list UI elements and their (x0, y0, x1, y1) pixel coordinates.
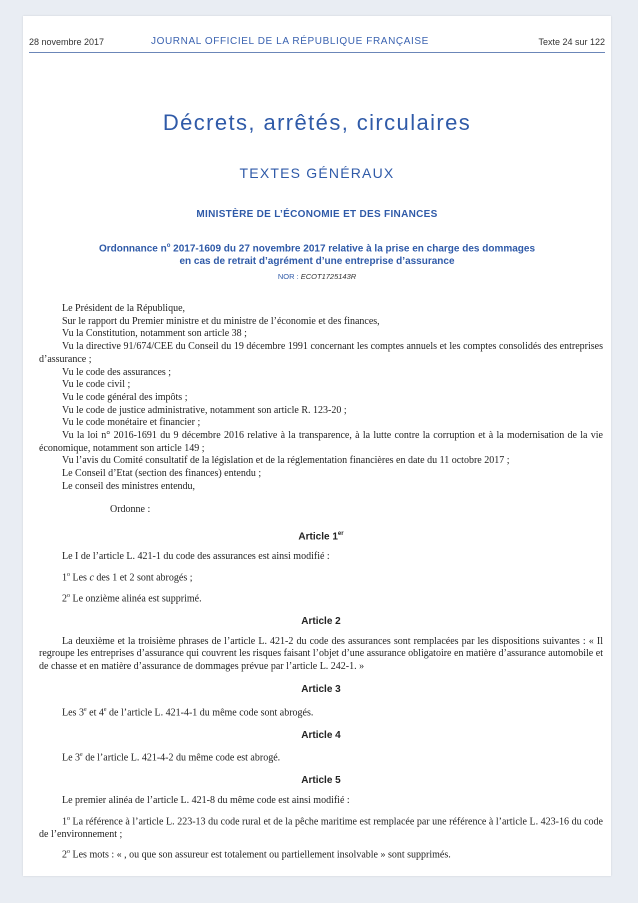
ordonne-statement: Ordonne : (110, 503, 151, 515)
visa-paragraph: Vu le code de justice administrative, notamment son article R. 123-20 ; (62, 404, 347, 416)
article-5-item-2 (39, 846, 603, 862)
visa-paragraph: Vu la directive 91/674/CEE du Conseil du 19 décembre 1991 concernant les comptes annuels et les comptes consolidés des entreprises d’assurance ; (39, 341, 603, 365)
visa-paragraph: Sur le rapport du Premier ministre et du ministre de l’économie et des finances, (62, 315, 380, 327)
item-text: des 1 et 2 sont abrogés ; (93, 572, 193, 584)
item-text: Le onzième alinéa est supprimé. (70, 593, 202, 605)
page-header (29, 36, 605, 53)
visa-paragraph: Le Conseil d’Etat (section des finances) entendu ; (62, 468, 262, 480)
header-date: 28 novembre 2017 (29, 37, 105, 47)
section-subtitle: TEXTES GÉNÉRAUX (239, 165, 395, 181)
article-4-title: Article 4 (301, 729, 341, 741)
nor-code: ECOT1725143R (300, 272, 357, 281)
item-text: Les mots : « , ou que son assureur est totalement ou partiellement insolvable » sont supprimés. (70, 849, 451, 861)
superscript: o (67, 571, 70, 578)
superscript: er (337, 531, 344, 538)
paragraph-text: et 4 (86, 706, 104, 718)
ordonnance-title-text: 2017-1609 du 27 novembre 2017 relative à la prise en charge des dommages (170, 243, 536, 255)
paragraph-text: de l’article L. 421-4-2 du même code est abrogé. (82, 752, 281, 764)
item-number: 2 (62, 849, 67, 861)
item-number: 1 (62, 572, 67, 584)
article-3-paragraph (39, 704, 603, 720)
visa-paragraph: Vu l’avis du Comité consultatif de la législation et de la réglementation financières en date du 11 octobre 2017 ; (62, 455, 510, 467)
article-5-title: Article 5 (301, 775, 341, 787)
superscript: e (83, 706, 87, 713)
article-4-paragraph (39, 749, 603, 765)
paragraph-text: Les 3 (62, 706, 84, 718)
item-text: La référence à l’article L. 223-13 du code rural et de la pêche maritime est remplacée par une référence à l’article L. 423-16 du code de l’environnement ; (39, 816, 603, 840)
article-1-item-2 (39, 590, 603, 606)
ordonnance-number-label: Ordonnance n (98, 243, 167, 255)
visa-paragraph: Le Président de la République, (62, 303, 186, 314)
ordonnance-title-line-1 (57, 240, 577, 255)
article-1-item-1 (39, 569, 603, 585)
document-body (39, 303, 603, 863)
item-italic-letter: c (89, 572, 94, 584)
header-journal-title: JOURNAL OFFICIEL DE LA RÉPUBLIQUE FRANÇAISE (151, 36, 429, 47)
superscript: e (103, 706, 107, 713)
visa-paragraph: Vu le code monétaire et financier ; (62, 417, 201, 429)
visa-paragraph: Vu le code civil ; (62, 379, 131, 391)
visa-paragraph: Vu le code général des impôts ; (62, 391, 188, 403)
nor-label: NOR : (277, 272, 301, 281)
superscript: o (67, 593, 70, 600)
visa-paragraph: Vu le code des assurances ; (62, 366, 172, 378)
item-number: 1 (62, 816, 67, 828)
section-title: Décrets, arrêtés, circulaires (162, 110, 472, 135)
article-1-paragraph: Le I de l’article L. 421-1 du code des assurances est ainsi modifié : (62, 551, 330, 563)
superscript: o (67, 815, 70, 822)
ordonnance-title (57, 240, 577, 268)
visa-paragraph: Vu la loi n° 2016-1691 du 9 décembre 2016 relative à la transparence, à la lutte contre la corruption et à la modernisation de la vie économique, notamment son article 149 ; (39, 430, 603, 454)
article-title-text: Article 1 (298, 531, 338, 543)
visa-paragraph: Vu la Constitution, notamment son article 38 ; (62, 328, 247, 340)
superscript: o (166, 243, 171, 249)
article-2-paragraph: La deuxième et la troisième phrases de l’article L. 421-2 du code des assurances sont remplacées par les dispositions suivantes : « Il regroupe les entreprises d’assurance qui couvrent les risques faisant l’objet d’une assurance obligatoire en matière d’assurance automobile et de chasse et en matière d’assurance de dommages prévue par l’article L. 242-1. » (39, 635, 603, 673)
article-5-item-1 (39, 813, 603, 842)
article-5-paragraph: Le premier alinéa de l’article L. 421-8 du même code est ainsi modifié : (62, 795, 350, 807)
ordonnance-title-line-2: en cas de retrait d’agrément d’une entreprise d’assurance (179, 256, 455, 268)
visa-paragraph: Le conseil des ministres entendu, (62, 480, 196, 492)
article-3-title: Article 3 (301, 683, 341, 695)
article-2-title: Article 2 (301, 616, 341, 628)
item-text: Les (70, 572, 90, 584)
ministry-heading: MINISTÈRE DE L’ÉCONOMIE ET DES FINANCES (196, 209, 438, 220)
paragraph-text: Le 3 (62, 752, 81, 764)
superscript: o (67, 849, 70, 856)
item-number: 2 (62, 593, 67, 605)
paragraph-text: de l’article L. 421-4-1 du même code sont abrogés. (106, 706, 314, 718)
document-page (23, 16, 611, 876)
nor-reference (23, 272, 611, 281)
article-1-title (39, 528, 603, 544)
superscript: e (80, 752, 83, 759)
header-text-number: Texte 24 sur 122 (538, 37, 605, 47)
